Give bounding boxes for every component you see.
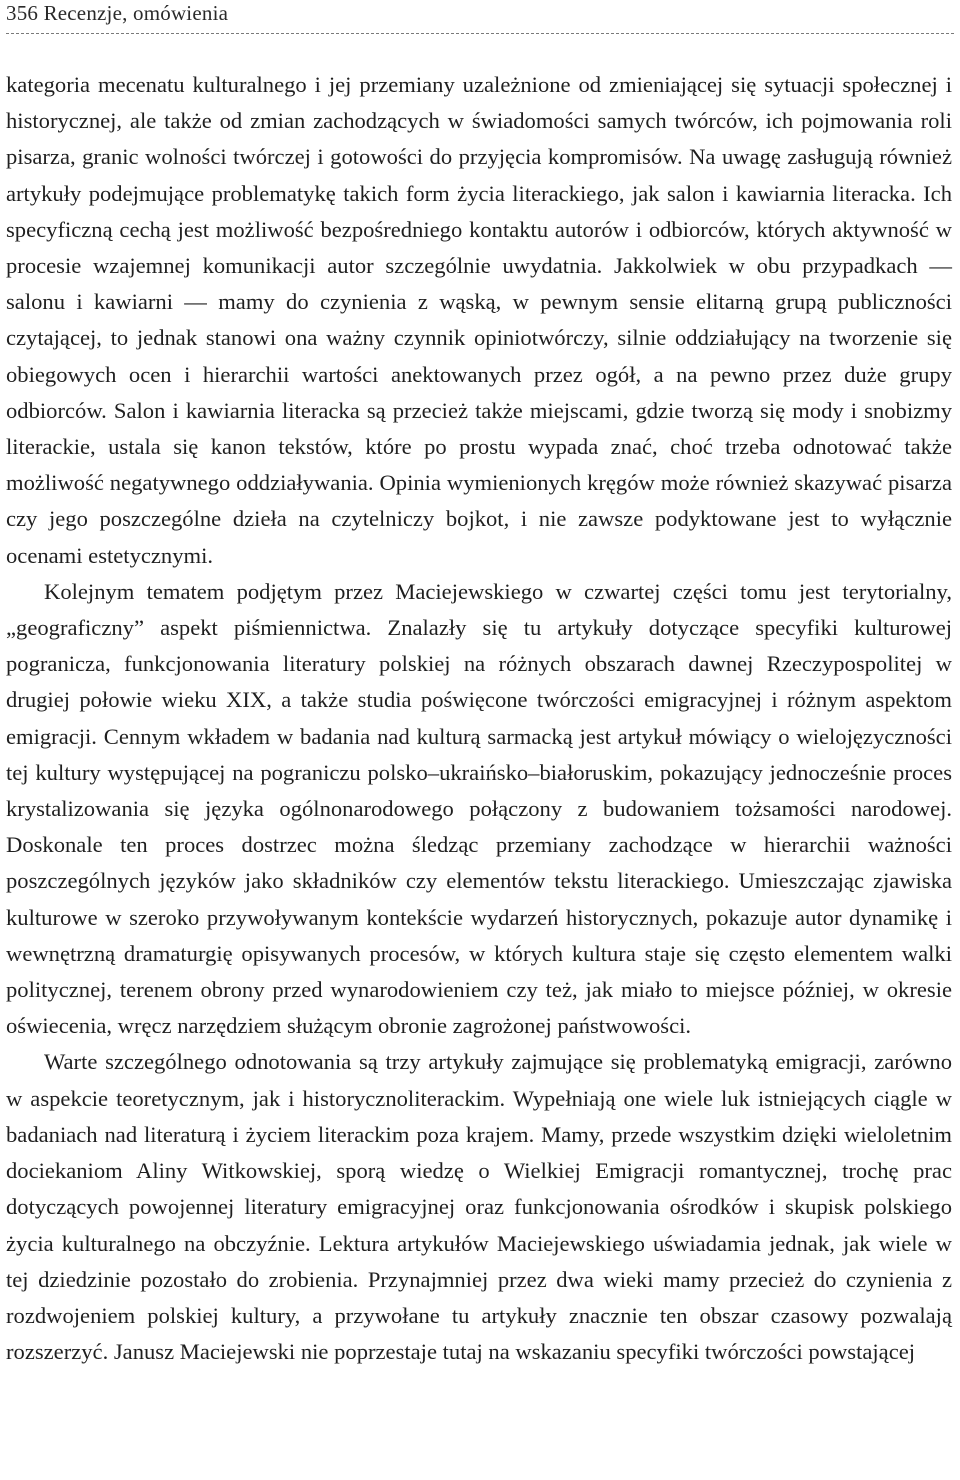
paragraph-1: kategoria mecenatu kulturalnego i jej przemiany uzależnione od zmieniającej się sytuacji społecznej i historycznej, ale także od zmian zachodzących w świadomości samych twórców, ich pojmowania roli pisarza, granic wolności twórczej i gotowości do przyjęcia kompromisów. Na uwagę zasługują również artykuły podejmujące problematykę takich form życia literackiego, jak salon i kawiarnia literacka. Ich specyficzną cechą jest możliwość bezpośredniego kontaktu autorów i odbiorców, których aktywność w procesie wzajemnej komunikacji autor szczególnie uwydatnia. Jakkolwiek w obu przypadkach — salonu i kawiarni — mamy do czynienia z wąską, w pewnym sensie elitarną grupą publiczności czytającej, to jednak stanowi ona ważny czynnik opiniotwórczy, silnie oddziałujący na tworzenie się obiegowych ocen i hierarchii wartości anektowanych przez ogół, a na pewno przez duże grupy odbiorców. Salon i kawiarnia literacka są przecież także miejscami, gdzie tworzą się mody i snobizmy literackie, ustala się kanon tekstów, które po prostu wypada znać, choć trzeba odnotować także możliwość negatywnego oddziaływania. Opinia wymienionych kręgów może również skazywać pisarza czy jego poszczególne dzieła na czytelniczy bojkot, i nie zawsze podyktowane jest to wyłącznie ocenami estetycznymi. [6, 72, 952, 568]
paragraph-3: Warte szczególnego odnotowania są trzy artykuły zajmujące się problematyką emigracji, zarówno w aspekcie teoretycznym, jak i historycznoliterackim. Wypełniają one wiele luk istniejących ciągle w badaniach nad literaturą i życiem literackim poza krajem. Mamy, przede wszystkim dzięki wieloletnim dociekaniom Aliny Witkowskiej, sporą wiedzę o Wielkiej Emigracji romantycznej, trochę prac dotyczących powojennej literatury emigracyjnej oraz funkcjonowania ośrodków i skupisk polskiego życia kulturalnego na obczyźnie. Lektura artykułów Maciejewskiego uświadamia jednak, jak wiele w tej dziedzinie pozostało do zrobienia. Przynajmniej przez dwa wieki mamy przecież do czynienia z rozdwojeniem polskiej kultury, a przywołane tu artykuły znacznie ten obszar czasowy pozwalają rozszerzyć. Janusz Maciejewski nie poprzestaje tutaj na wskazaniu specyfiki twórczości powstającej [6, 1049, 952, 1365]
body-text [6, 67, 952, 1370]
header-rule [6, 33, 954, 34]
section-title: Recenzje, omówienia [43, 1, 229, 25]
page-number: 356 [6, 1, 39, 25]
paragraph-2: Kolejnym tematem podjętym przez Maciejewskiego w czwartej części tomu jest terytorialny, „geograficzny” aspekt piśmiennictwa. Znalazły się tu artykuły dotyczące specyfiki kulturowej pogranicza, funkcjonowania literatury polskiej na różnych obszarach dawnej Rzeczypospolitej w drugiej połowie wieku XIX, a także studia poświęcone twórczości emigracyjnej i różnym aspektom emigracji. Cennym wkładem w badania nad kulturą sarmacką jest artykuł mówiący o wielojęzyczności tej kultury występującej na pograniczu polsko–ukraińsko–białoruskim, pokazujący jednocześnie proces krystalizowania się języka ogólnonarodowego połączony z budowaniem tożsamości narodowej. Doskonale ten proces dostrzec można śledząc przemiany zachodzące w hierarchii ważności poszczególnych języków jako składników czy elementów tekstu literackiego. Umieszczając zjawiska kulturowe w szeroko przywoływanym kontekście wydarzeń historycznych, pokazuje autor dynamikę i wewnętrzną dramaturgię opisywanych procesów, w których kultura staje się często elementem walki politycznej, terenem obrony przed wynarodowieniem czy też, jak miało to miejsce później, w okresie oświecenia, wręcz narzędziem służącym obronie zagrożonej państwowości. [6, 578, 952, 1039]
running-head [6, 1, 228, 26]
